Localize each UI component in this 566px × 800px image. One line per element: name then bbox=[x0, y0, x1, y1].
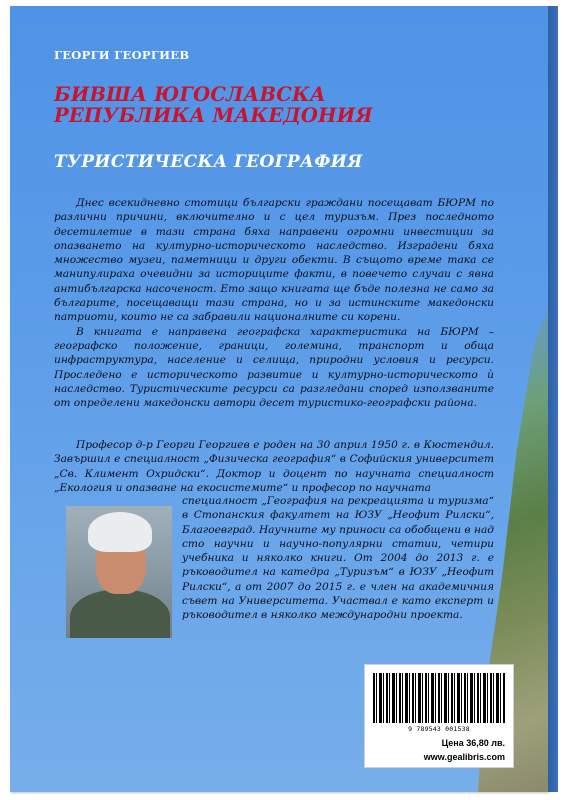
book-title bbox=[54, 84, 373, 126]
author-bio-upper bbox=[54, 438, 494, 495]
back-cover bbox=[10, 6, 548, 792]
description-text bbox=[54, 196, 494, 410]
book-subtitle: ТУРИСТИЧЕСКА ГЕОГРАФИЯ bbox=[54, 152, 363, 172]
author-photo bbox=[66, 506, 172, 638]
barcode-icon bbox=[373, 673, 505, 723]
title-line-2: РЕПУБЛИКА МАКЕДОНИЯ bbox=[54, 104, 373, 127]
title-line-1: БИВША ЮГОСЛАВСКА bbox=[54, 83, 326, 106]
book-spine-edge bbox=[548, 6, 558, 792]
isbn-number: 9 789543 001538 bbox=[408, 725, 470, 733]
photo-hair bbox=[88, 512, 152, 552]
price-text: Цена 36,80 лв. bbox=[441, 738, 505, 748]
description-paragraph: Днес всекидневно стотици български граждани посещават БЮРМ по различни причини, включително и с цел туризъм. През последното десетилетие в тази страна бяха направени огромни инвестиции за опазването на културно-историческото наследство. Изградени бяха множество музеи, паметници и други обекти. В същото време така се манипулираха очевидни за историците факти, в повечето случаи с явна антибългарска насоченост. Ето защо книгата ще бъде полезна не само за българите, посещаващи тази страна, но и за истинските македонски патриоти, които не са забравили националните си корени. bbox=[54, 197, 494, 324]
website-text: www.gealibris.com bbox=[423, 752, 505, 762]
author-bio-lower: специалност „География на рекреацията и туризма“ в Стопанския факултет на ЮЗУ „Неофит Рилски“, Благоевград. Научните му приноси са обобщени в над сто научни и научно-популярни статии, четири учебника и няколко книги. От 2004 до 2013 г. е ръководител на катедра „Туризъм“ в ЮЗУ „Неофит Рилски“, а от 2007 до 2015 г. е член на академичния съвет на Университета. Участвал е като експерт и ръководител в няколко международни проекта. bbox=[182, 495, 494, 622]
bio-paragraph: Професор д-р Георги Георгиев е роден на 30 април 1950 г. в Кюстендил. Завършил е специалност „Физическа география“ в Софийския университет „Св. Климент Охридски“. Доктор и доцент по научната специалност „Екология и опазване на екосистемите“ и професор по научната bbox=[54, 439, 494, 494]
author-name: ГЕОРГИ ГЕОРГИЕВ bbox=[54, 48, 190, 62]
barcode-label bbox=[364, 664, 514, 768]
description-paragraph: В книгата е направена географска характеристика на БЮРМ – географско положение, граници, големина, транспорт и обща инфраструктура, население и селища, природни условия и ресурси. Проследено е историческото развитие и културно-историческото ѝ наследство. Туристическите ресурси са разгледани според използваните от определени македонски автори десет туристико-географски района. bbox=[54, 325, 494, 410]
photo-shirt bbox=[70, 590, 170, 638]
